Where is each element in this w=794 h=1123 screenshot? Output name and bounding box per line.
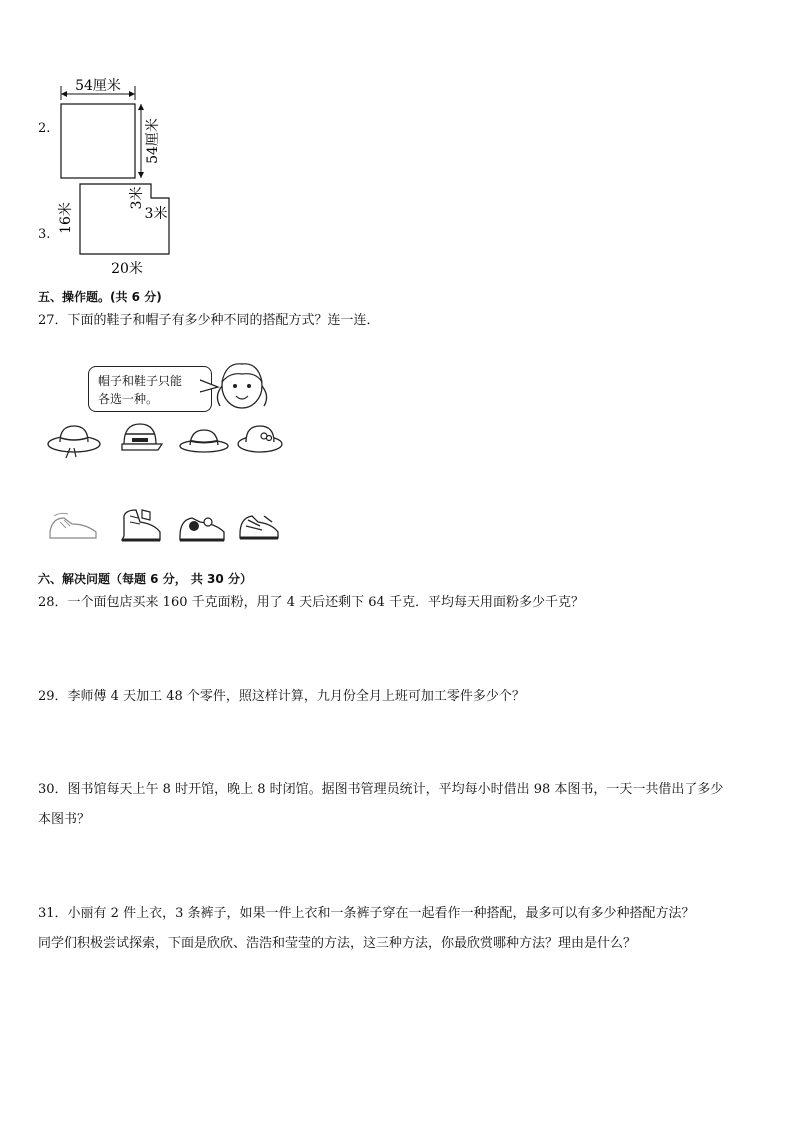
bottom-side-label: 20米 (111, 261, 143, 277)
problem-3-number: 3. (38, 227, 51, 242)
question-28: 28．一个面包店买来 160 千克面粉，用了 4 天后还剩下 64 千克．平均每天用面粉多少千克？ (38, 595, 584, 610)
notch-horizontal-label: 3米 (144, 206, 168, 222)
question-29: 29．李师傅 4 天加工 48 个零件，照这样计算，九月份全月上班可加工零件多少个？ (38, 689, 525, 704)
notched-rectangle-figure (55, 180, 185, 280)
boot-icon (116, 506, 166, 544)
question-30-line-2: 本图书？ (38, 812, 91, 827)
section-5-heading: 五、操作题。(共 6 分) (38, 290, 162, 304)
question-31-line-2: 同学们积极尝试探索，下面是欣欣、浩浩和莹莹的方法，这三种方法，你最欣赏哪种方法？理由是什么？ (38, 936, 637, 951)
left-side-label: 16米 (58, 202, 74, 234)
square-figure (55, 76, 165, 186)
notch-vertical-label: 3米 (129, 186, 145, 210)
hiking-shoe-icon (174, 508, 230, 544)
fedora-icon (178, 426, 230, 454)
question-30-line-1: 30．图书馆每天上午 8 时开馆，晚上 8 时闭馆。据图书管理员统计，平均每小时借出 98 本图书，一天一共借出了多少 (38, 782, 724, 797)
sport-shoe-icon (234, 508, 282, 544)
square-height-label: 54厘米 (145, 118, 161, 164)
cap-icon (118, 420, 164, 456)
sneaker-icon (46, 510, 102, 542)
question-31-line-1: 31．小丽有 2 件上衣，3 条裤子，如果一件上衣和一条裤子穿在一起看作一种搭配，最多可以有多少种搭配方法？ (38, 906, 695, 921)
speech-bubble-text: 帽子和鞋子只能 各选一种。 (98, 374, 183, 406)
section-6-heading: 六、解决问题（每题 6 分， 共 30 分） (38, 572, 252, 586)
problem-2-number: 2. (38, 121, 51, 136)
question-27: 27．下面的鞋子和帽子有多少种不同的搭配方式？连一连． (38, 313, 380, 328)
hat-icon (46, 420, 106, 460)
girl-illustration (212, 358, 272, 414)
square-width-label: 54厘米 (75, 78, 121, 94)
bonnet-icon (236, 422, 284, 456)
